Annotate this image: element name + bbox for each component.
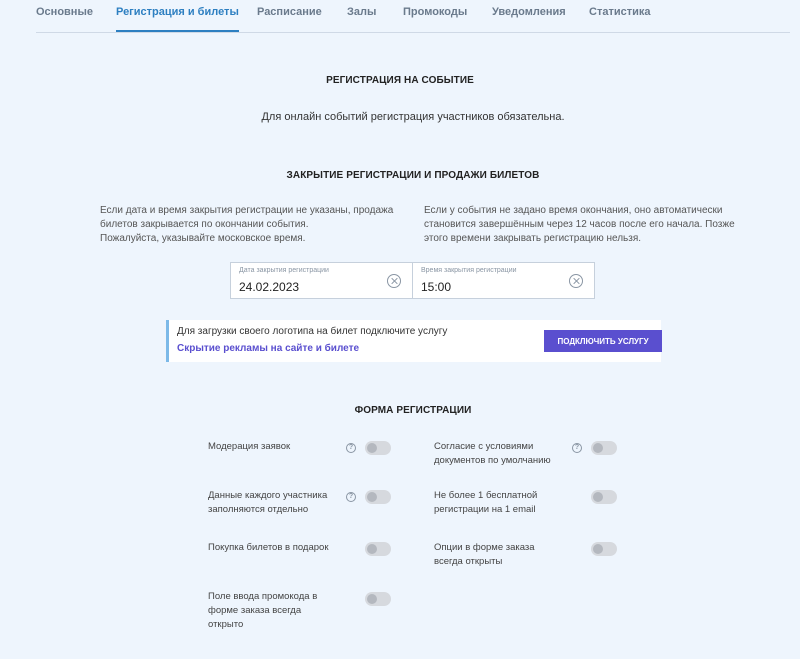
closing-time-field[interactable] — [412, 262, 595, 299]
hide-ads-link[interactable]: Скрытие рекламы на сайте и билете — [177, 343, 360, 354]
option-line: заполняются отдельно — [208, 504, 309, 515]
option-participant-data-label — [208, 489, 327, 517]
closing-heading: ЗАКРЫТИЕ РЕГИСТРАЦИИ И ПРОДАЖИ БИЛЕТОВ — [286, 170, 540, 181]
option-line: Модерация заявок — [208, 441, 291, 452]
toggle-participant-data[interactable] — [365, 490, 391, 504]
closing-date-field[interactable] — [230, 262, 413, 299]
option-line: открыто — [208, 619, 244, 630]
closing-time-label: Время закрытия регистрации — [421, 267, 517, 274]
note-line: становится завершённым через 12 часов после его начала. Позже — [424, 219, 735, 230]
help-icon[interactable]: ? — [346, 443, 356, 453]
tab-bar — [36, 0, 790, 33]
registration-text: Для онлайн событий регистрация участников обязательна. — [261, 111, 565, 123]
option-line: документов по умолчанию — [434, 455, 551, 466]
connect-service-button[interactable]: ПОДКЛЮЧИТЬ УСЛУГУ — [544, 330, 662, 352]
tab-schedule[interactable]: Расписание — [257, 6, 322, 18]
closing-note-left — [100, 204, 393, 246]
note-line: Если у события не задано время окончания, оно автоматически — [424, 205, 723, 216]
notice-text: Для загрузки своего логотипа на билет подключите услугу — [177, 326, 448, 337]
note-line: билетов закрывается по окончании события. — [100, 219, 309, 230]
tab-statistics[interactable]: Статистика — [589, 6, 651, 18]
tab-halls[interactable]: Залы — [347, 6, 377, 18]
option-line: Опции в форме заказа — [434, 542, 535, 553]
option-line: регистрации на 1 email — [434, 504, 536, 515]
option-free-limit-label — [434, 489, 537, 517]
note-line: Пожалуйста, указывайте московское время. — [100, 233, 306, 244]
option-order-options-label — [434, 541, 535, 569]
option-promocode-field-label — [208, 590, 317, 632]
closing-note-right — [424, 204, 735, 246]
clear-time-icon[interactable] — [569, 274, 583, 288]
option-line: Не более 1 бесплатной — [434, 490, 538, 501]
option-line: Поле ввода промокода в — [208, 591, 318, 602]
toggle-order-options[interactable] — [591, 542, 617, 556]
tab-promocodes[interactable]: Промокоды — [403, 6, 468, 18]
help-icon[interactable]: ? — [572, 443, 582, 453]
closing-date-value[interactable]: 24.02.2023 — [239, 280, 300, 294]
option-line: Покупка билетов в подарок — [208, 542, 329, 553]
form-heading: ФОРМА РЕГИСТРАЦИИ — [354, 405, 472, 416]
note-line: этого времени закрывать регистрацию нельзя. — [424, 233, 642, 244]
option-line: Согласие с условиями — [434, 441, 534, 452]
closing-time-value[interactable]: 15:00 — [421, 280, 452, 294]
option-line: Данные каждого участника — [208, 490, 328, 501]
tab-notifications[interactable]: Уведомления — [492, 6, 566, 18]
closing-date-label: Дата закрытия регистрации — [239, 267, 329, 274]
toggle-gift-tickets[interactable] — [365, 542, 391, 556]
toggle-free-limit[interactable] — [591, 490, 617, 504]
tab-basic[interactable]: Основные — [36, 6, 93, 18]
registration-heading: РЕГИСТРАЦИЯ НА СОБЫТИЕ — [326, 75, 474, 86]
option-line: всегда открыты — [434, 556, 503, 567]
toggle-moderation[interactable] — [365, 441, 391, 455]
logo-service-notice — [166, 320, 661, 362]
toggle-promocode-field[interactable] — [365, 592, 391, 606]
option-moderation-label — [208, 440, 290, 454]
toggle-consent[interactable] — [591, 441, 617, 455]
note-line: Если дата и время закрытия регистрации не указаны, продажа — [100, 205, 394, 216]
tab-registration-tickets[interactable]: Регистрация и билеты — [116, 6, 239, 18]
option-gift-tickets-label — [208, 541, 329, 555]
help-icon[interactable]: ? — [346, 492, 356, 502]
option-consent-label — [434, 440, 551, 468]
option-line: форме заказа всегда — [208, 605, 302, 616]
clear-date-icon[interactable] — [387, 274, 401, 288]
